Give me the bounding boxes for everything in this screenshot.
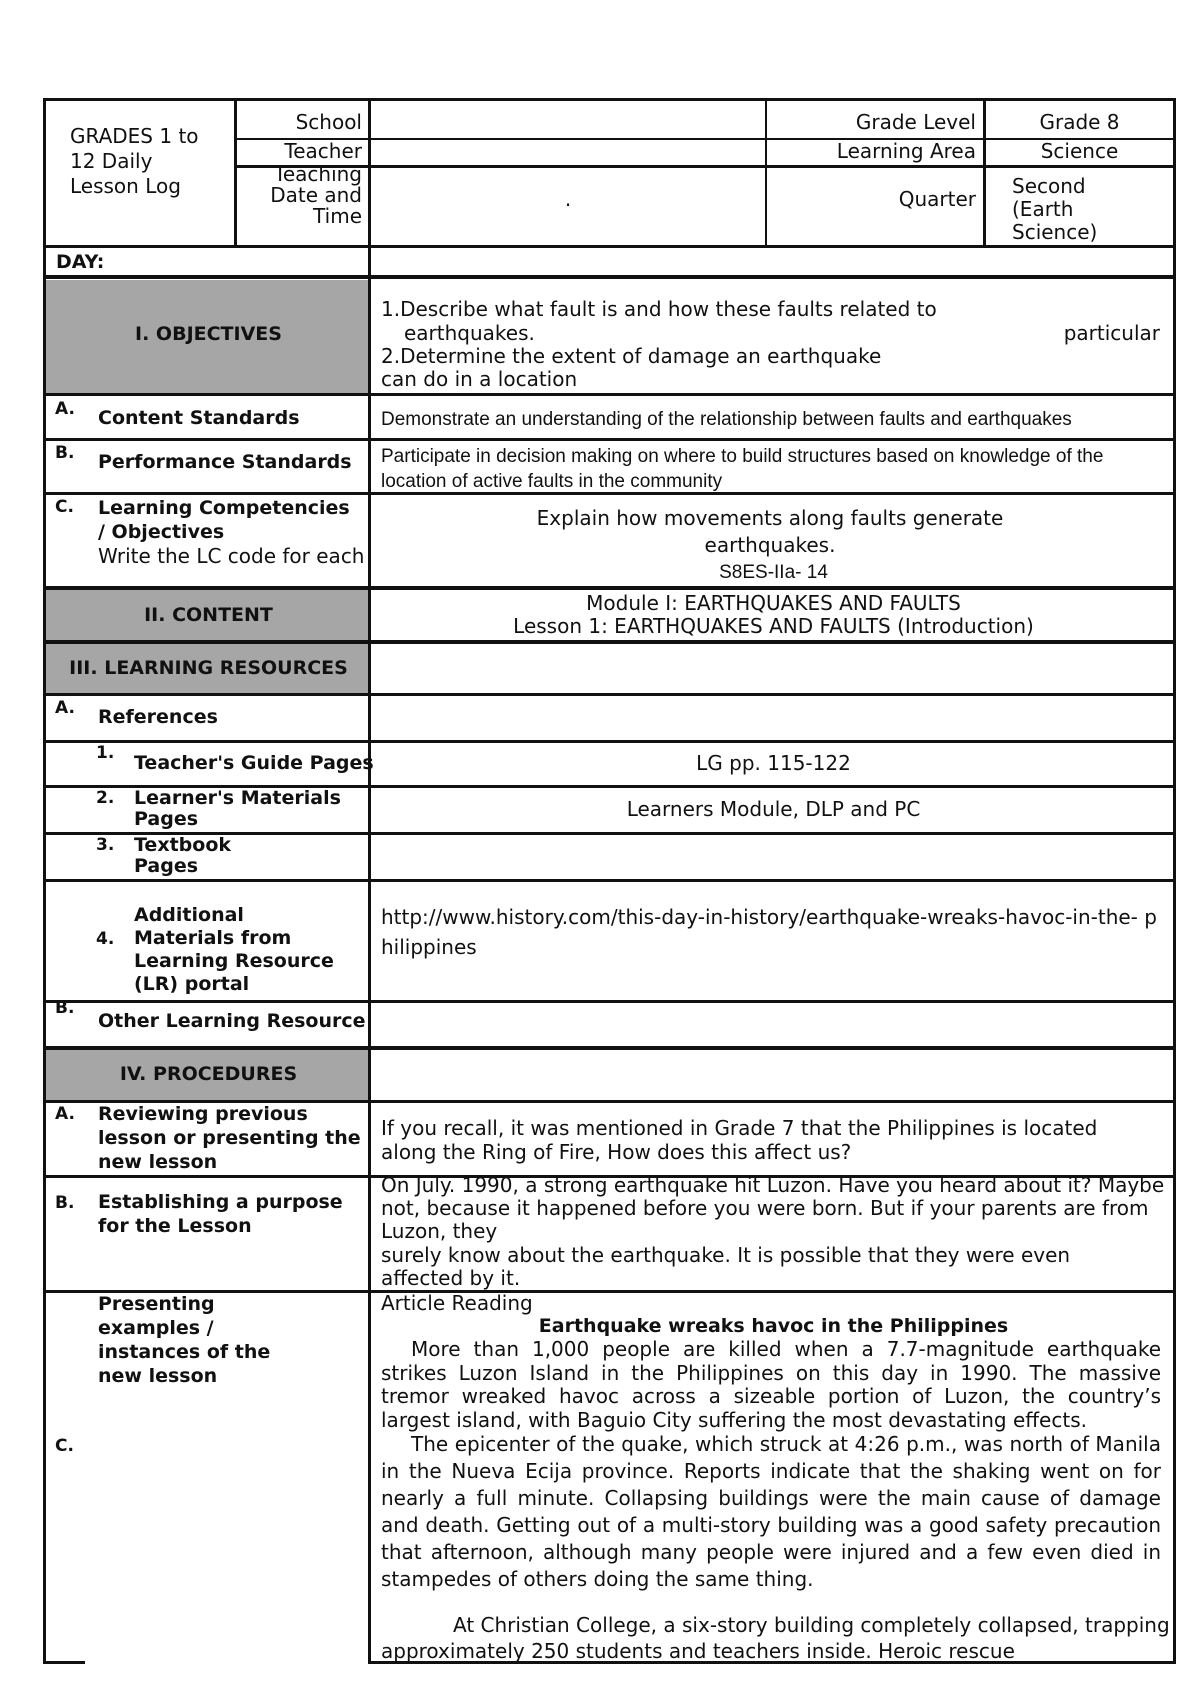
reviewing-value: If you recall, it was mentioned in Grade 7 that the Philippines is located along the Ring of Fire, How does this affect us? xyxy=(381,1116,1098,1164)
grade-level-value: Grade 8 xyxy=(1039,110,1120,134)
learning-area-label: Learning Area xyxy=(836,139,976,163)
competencies-value: Explain how movements along faults generate earthquakes. xyxy=(536,506,1004,557)
purpose-value-2: surely know about the earthquake. It is possible that they were even affected by it. xyxy=(381,1243,1071,1290)
purpose-letter: B. xyxy=(55,1193,75,1213)
content-standards-value: Demonstrate an understanding of the relationship between faults and earthquakes xyxy=(381,409,1072,430)
content-heading: II. CONTENT xyxy=(144,604,273,626)
content-module: Module I: EARTHQUAKES AND FAULTS xyxy=(586,591,961,615)
examples-label: Presenting examples / instances of the new lesson xyxy=(98,1293,271,1387)
procedures-heading: IV. PROCEDURES xyxy=(119,1063,298,1085)
teacher-label: Teacher xyxy=(284,139,362,163)
tg-label: Teacher's Guide Pages xyxy=(134,752,374,774)
competencies-label: Learning Competencies / Objectives xyxy=(98,497,350,543)
reviewing-label: Reviewing previous lesson or presenting the new lesson xyxy=(98,1103,361,1173)
lr-label: Additional Materials from Learning Resource (LR) portal xyxy=(134,904,334,995)
competencies-note: Write the LC code for each xyxy=(98,544,365,568)
letter-b: B. xyxy=(55,443,75,463)
article-paragraph-3: At Christian College, a six-story building completely collapsed, trapping approximately 250 students and teachers inside. Heroic rescue xyxy=(381,1613,1170,1663)
references-label: References xyxy=(98,706,218,728)
quarter-label: Quarter xyxy=(898,187,976,211)
quarter-value: Second (Earth Science) xyxy=(1012,174,1098,244)
reviewing-letter: A. xyxy=(55,1104,75,1124)
content-lesson: Lesson 1: EARTHQUAKES AND FAULTS (Introduction) xyxy=(513,614,1034,638)
day-label: DAY: xyxy=(56,251,105,273)
tb-label: Textbook Pages xyxy=(134,834,232,877)
objective-1: 1.Describe what fault is and how these faults related to xyxy=(381,297,937,321)
article-paragraph-1: More than 1,000 people are killed when a 7.7-magnitude earthquake strikes Luzon Island in the Philippines on this day in 1990. The massive tremor wreaked havoc across a sizeable portion of Luzon, the country’s largest island, with Baguio City suffering the most devastating effects. xyxy=(381,1337,1161,1432)
resources-heading: III. LEARNING RESOURCES xyxy=(69,657,348,679)
objective-2: 2.Determine the extent of damage an earthquake xyxy=(381,344,882,368)
content-standards-label: Content Standards xyxy=(98,407,300,429)
objective-1-extra: particular xyxy=(1063,321,1160,345)
lm-label: Learner's Materials Pages xyxy=(134,787,341,830)
objective-1-cont: earthquakes. xyxy=(404,321,535,345)
objective-2-cont: can do in a location xyxy=(381,367,578,391)
tg-value: LG pp. 115-122 xyxy=(696,751,851,775)
letter-c: C. xyxy=(55,497,74,517)
purpose-value-1: On July. 1990, a strong earthquake hit Luzon. Have you heard about it? Maybe not, because it happened before you were born. But if your parents are from Luzon, they xyxy=(381,1173,1165,1243)
article-paragraph-2: The epicenter of the quake, which struck at 4:26 p.m., was north of Manila in the Nueva Ecija province. Reports indicate that the shaking went on for nearly a full minute. Collapsing buildings were the main cause of damage and death. Getting out of a multi-story building was a good safety precaution that afternoon, although many people were injured and a few even died in stampedes of others doing the same thing. xyxy=(381,1432,1161,1591)
grade-level-label: Grade Level xyxy=(855,110,976,134)
objectives-heading: I. OBJECTIVES xyxy=(135,323,282,345)
purpose-label: Establishing a purpose for the Lesson xyxy=(98,1191,343,1237)
other-label: Other Learning Resource xyxy=(98,1010,366,1032)
article-intro: Article Reading xyxy=(381,1291,533,1315)
other-letter: B. xyxy=(55,998,75,1018)
references-letter: A. xyxy=(55,698,75,718)
competencies-code: S8ES-IIa- 14 xyxy=(719,562,828,583)
form-title: GRADES 1 to 12 Daily Lesson Log xyxy=(70,124,199,198)
lm-number: 2. xyxy=(96,788,115,808)
lr-link[interactable]: http://www.history.com/this-day-in-history/earthquake-wreaks-havoc-in-the- philippines xyxy=(381,905,1157,959)
tb-number: 3. xyxy=(96,835,115,855)
lm-value: Learners Module, DLP and PC xyxy=(626,797,921,821)
article-title: Earthquake wreaks havoc in the Philippines xyxy=(538,1315,1009,1337)
learning-area-value: Science xyxy=(1040,139,1119,163)
tg-number: 1. xyxy=(96,743,115,763)
teaching-date-field[interactable]: . xyxy=(564,187,572,211)
letter-a: A. xyxy=(55,399,75,419)
performance-standards-label: Performance Standards xyxy=(98,451,352,473)
teaching-date-label: Teaching Date and Time xyxy=(270,162,362,228)
performance-standards-value: Participate in decision making on where to build structures based on knowledge of the location of active faults in the community xyxy=(381,446,1104,492)
examples-letter: C. xyxy=(55,1436,74,1456)
lr-number: 4. xyxy=(96,929,115,949)
school-label: School xyxy=(295,110,362,134)
